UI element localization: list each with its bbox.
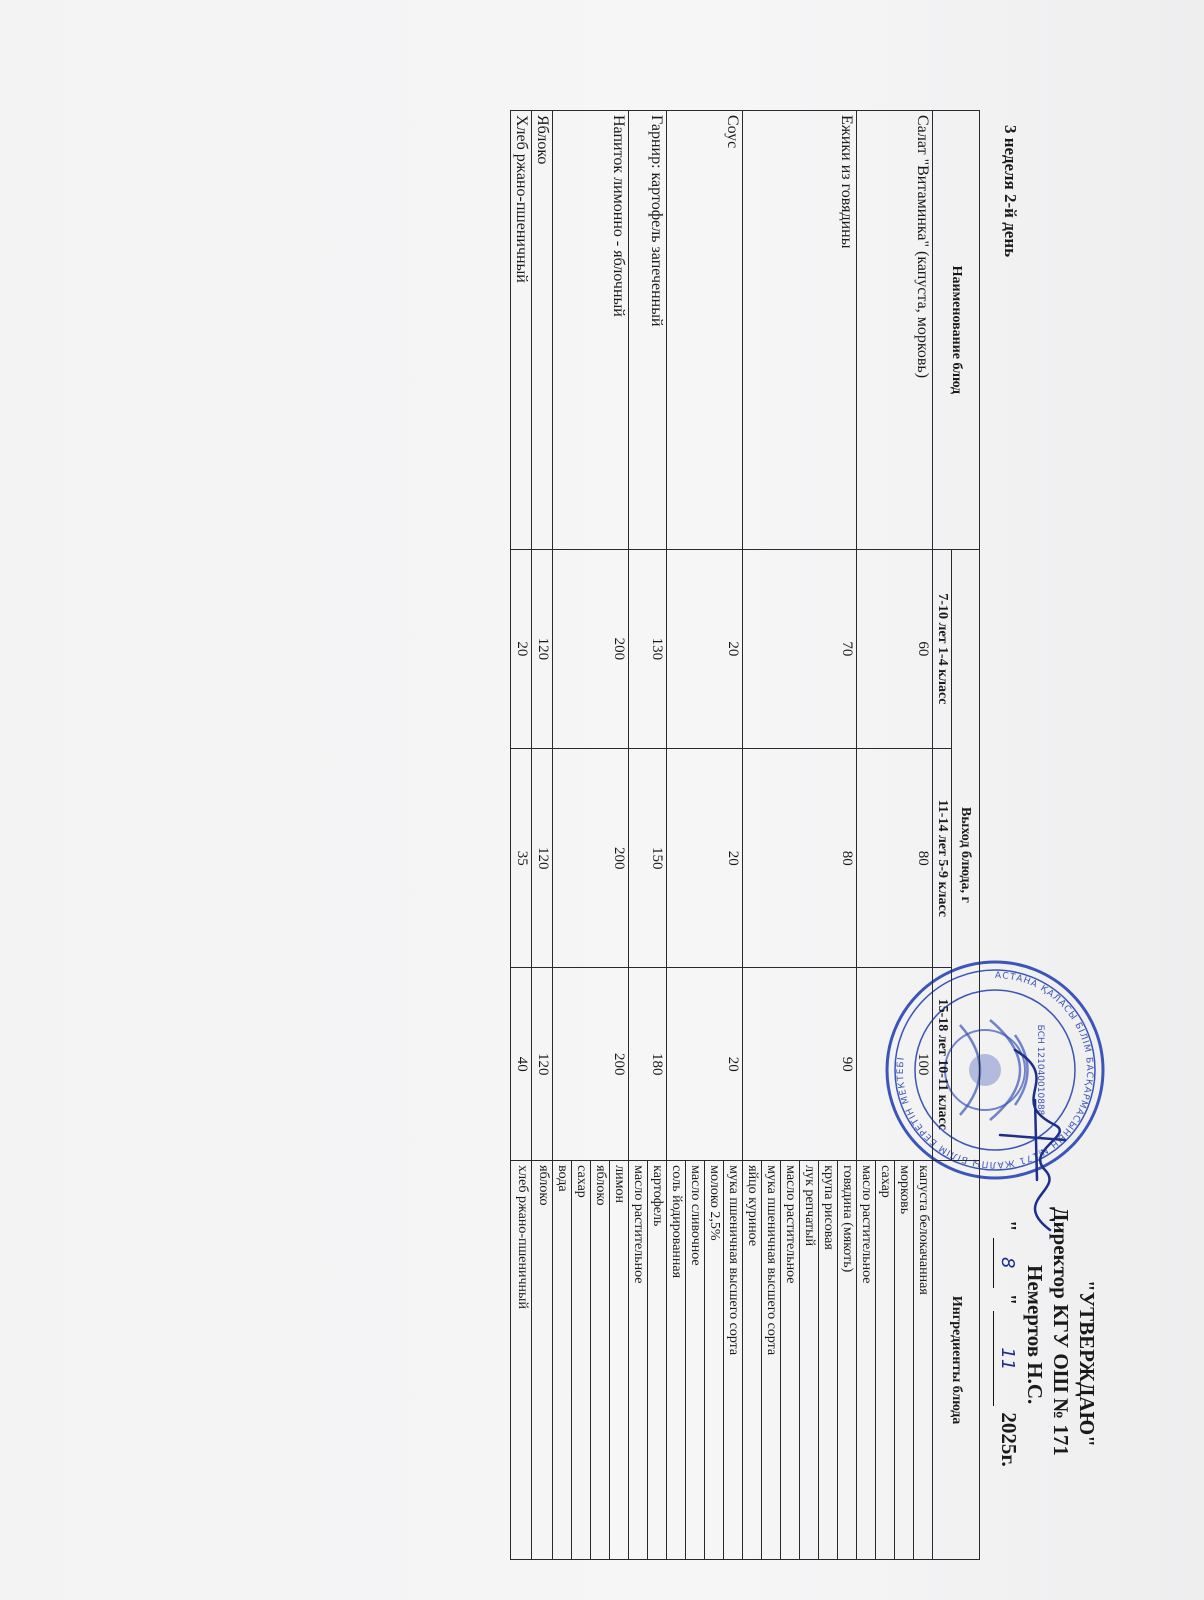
approval-name: Немертов Н.С. (1023, 1265, 1047, 1405)
table-row (838, 111, 857, 1560)
dish-name-cell: Хлеб ржано-пшеничный (511, 111, 532, 550)
table-row (610, 111, 629, 1560)
yield-age-11-14-cell: 80 (857, 749, 933, 968)
dish-name-cell: Гарнир: картофель запеченный (629, 111, 667, 550)
ingredient-cell: молоко 2,5% (705, 1161, 724, 1560)
yield-age-7-10-cell: 70 (743, 549, 857, 748)
ingredient-cell: сахар (876, 1161, 895, 1560)
ingredient-cell: яйцо куриное (743, 1161, 762, 1560)
ingredient-cell: капуста белокачанная (914, 1161, 933, 1560)
yield-age-15-18-cell: 120 (532, 968, 553, 1161)
table-row (511, 111, 532, 1560)
rotated-document (100, 95, 1100, 1575)
dish-name-cell: Напиток лимонно - яблочный (553, 111, 629, 550)
yield-age-11-14-cell: 150 (629, 749, 667, 968)
yield-age-7-10-cell: 120 (532, 549, 553, 748)
week-day-title: 3 неделя 2-й день (1001, 125, 1020, 258)
dish-name-cell: Ежики из говядины (743, 111, 857, 550)
ingredient-cell: лук репчатый (800, 1161, 819, 1560)
yield-age-15-18-cell: 200 (553, 968, 629, 1161)
header-yield-group: Выход блюда, г (952, 549, 980, 1160)
approval-heading: "УТВЕРЖДАЮ" (1075, 1280, 1099, 1447)
yield-age-7-10-cell: 130 (629, 549, 667, 748)
header-dish-name: Наименование блюд (933, 111, 980, 550)
dish-name-cell: Яблоко (532, 111, 553, 550)
seal-ring-text: АСТАНА ҚАЛАСЫ БІЛІМ БАСҚАРМАСЫНЫҢ №171 ЖАЛПЫ БІЛІМ БЕРЕТІН МЕКТЕБІ (895, 970, 1095, 1170)
ingredient-cell: крупа рисовая (819, 1161, 838, 1560)
menu-table (510, 110, 980, 1560)
date-month-handwritten: 11 (993, 1311, 1020, 1406)
header-age-7-10: 7-10 лет 1-4 класс (933, 549, 952, 748)
yield-age-11-14-cell: 20 (667, 749, 743, 968)
yield-age-15-18-cell: 20 (667, 968, 743, 1161)
ingredient-cell: яблоко (532, 1161, 553, 1560)
ingredient-cell: масло растительное (629, 1161, 648, 1560)
table-row (648, 111, 667, 1560)
ingredient-cell: говядина (мякоть) (838, 1161, 857, 1560)
yield-age-11-14-cell: 80 (743, 749, 857, 968)
approval-position: Директор КГУ ОШ № 171 (1049, 1207, 1073, 1456)
yield-age-7-10-cell: 60 (857, 549, 933, 748)
ingredient-cell: яблоко (591, 1161, 610, 1560)
ingredient-cell: сахар (572, 1161, 591, 1560)
date-quote-open: " (997, 1220, 1021, 1232)
dish-name-cell: Соус (667, 111, 743, 550)
table-row (724, 111, 743, 1560)
ingredient-cell: вода (553, 1161, 572, 1560)
date-year: 2025г. (997, 1412, 1021, 1467)
yield-age-7-10-cell: 200 (553, 549, 629, 748)
dish-name-cell: Салат "Витаминка" (капуста, морковь) (857, 111, 933, 550)
yield-age-15-18-cell: 180 (629, 968, 667, 1161)
yield-age-11-14-cell: 200 (553, 749, 629, 968)
ingredient-cell: картофель (648, 1161, 667, 1560)
table-row (914, 111, 933, 1560)
header-age-15-18: 15-18 лет 10-11 класс (933, 968, 952, 1161)
ingredient-cell: мука пшеничная высшего сорта (724, 1161, 743, 1560)
yield-age-7-10-cell: 20 (667, 549, 743, 748)
yield-age-7-10-cell: 20 (511, 549, 532, 748)
yield-age-15-18-cell: 100 (857, 968, 933, 1161)
ingredient-cell: лимон (610, 1161, 629, 1560)
ingredient-cell: масло растительное (857, 1161, 876, 1560)
ingredient-cell: мука пшеничная высшего сорта (762, 1161, 781, 1560)
handwritten-signature (990, 1040, 1085, 1260)
ingredient-cell: масло сливочное (686, 1161, 705, 1560)
header-age-11-14: 11-14 лет 5-9 класс (933, 749, 952, 968)
yield-age-15-18-cell: 40 (511, 968, 532, 1161)
ingredient-cell: хлеб ржано-пшеничный (511, 1161, 532, 1560)
header-ingredients: Ингредиенты блюда (933, 1161, 980, 1560)
ingredient-cell: масло растительное (781, 1161, 800, 1560)
yield-age-15-18-cell: 90 (743, 968, 857, 1161)
date-quote-close: " (997, 1293, 1021, 1306)
date-day-handwritten: 8 (993, 1238, 1020, 1288)
ingredient-cell: морковь (895, 1161, 914, 1560)
yield-age-11-14-cell: 120 (532, 749, 553, 968)
seal-inner-text: БСН 121040010888 (1035, 1024, 1045, 1116)
table-row (532, 111, 553, 1560)
ingredient-cell: соль йодированная (667, 1161, 686, 1560)
yield-age-11-14-cell: 35 (511, 749, 532, 968)
